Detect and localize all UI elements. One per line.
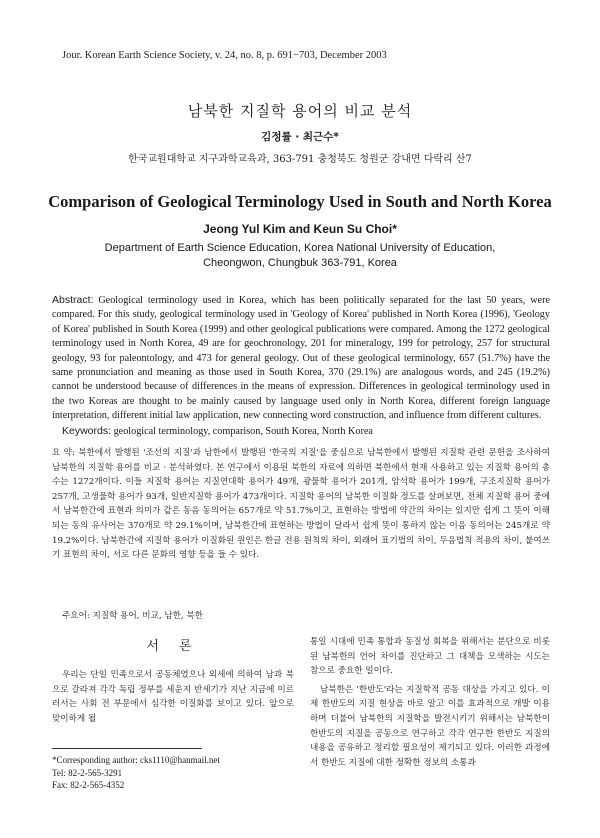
authors-english: Jeong Yul Kim and Keun Su Choi*	[203, 222, 397, 236]
footnote-divider	[52, 748, 202, 749]
title-english: Comparison of Geological Terminology Used in South and North Korea	[48, 192, 552, 211]
footnote	[52, 754, 294, 792]
keywords-korean	[62, 609, 550, 621]
abstract-text: Geological terminology used in Korea, which has been politically separated for the last 50 years, were compared. For this study, geological terminology used in 'Geology of Korea' published in North Korea (1996), 'Geology of Korea' published in South Korea (1999) and other geological publications were compared. Among the 1272 geological terminology used in North Korea, 49 are for geochronology, 201 for mineralogy, 199 for petrology, 257 for structural geology, 93 for paleontology, and 473 for general geology. Out of these geological terminology, 657 (51.7%) have the same pronunciation and meaning as those used in South Korea, 370 (29.1%) are analogous words, and 245 (19.2%) cannot be understood because of differences in the means of expression. Differences in geological terminology used in the two Koreas are thought to be mainly caused by language used only in North Korea, different foreign language interpretation, different initial law application, new connecting word construction, and influence from different cultures.	[52, 295, 550, 422]
affiliation-english	[0, 241, 600, 271]
summary-korean-text: 북한에서 발행된 '조선의 지질'과 남한에서 발행된 '한국의 지질'을 중심으로 남북한에서 발행된 지질학 관련 문헌을 조사하여 남북한의 지질학 용어를 비교 · 분석하였다. 본 연구에서 이용된 북한의 자료에 의하면 북한에서 현재 사용하고 있는 지질학 용어의 총 수는 1272개이다. 이들 지질학 용어는 지질연대학 용어가 49개, 광물학 용어가 201개, 암석학 용어가 199개, 구조지질학 용어가 257개, 고생물학 용어가 93개, 일반지질학 용어가 473개이다. 지질학 용어의 남북한 이질화 정도를 살펴보면, 전체 지질학 용어 중에서 남북한간에 표현과 의미가 같은 동음 동의어는 657개로 약 51.7%이고, 표현하는 방법에 약간의 차이는 있지만 쉽게 그 뜻이 이해되는 동의 유사어는 370개로 약 29.1%이며, 남북한간에 표현하는 방법이 달라서 쉽게 뜻이 통하지 않는 이음 동의어는 245개로 약 19.2%이다. 남북한간에 지질학 용어가 이질화된 원인은 한글 전용 원칙의 차이, 외래어 표기법의 차이, 두음법칙 적용의 차이, 붙여쓰기 표현의 차이, 서로 다른 문화의 영향 등을 들 수 있다.	[52, 448, 550, 561]
affiliation-english-line1: Department of Earth Science Education, Korea National University of Education,	[104, 242, 496, 254]
keywords-korean-label: 주요어:	[62, 611, 90, 621]
introduction-right-paragraph-1: 통일 시대에 민족 통합과 동질성 회복을 위해서는 분단으로 비롯된 남북한의 언어 차이를 진단하고 그 대책을 모색하는 시도는 참으로 중요한 일이다.	[310, 637, 550, 677]
affiliation-korean: 한국교원대학교 지구과학교육과, 363-791 충청북도 청원군 강내면 다락리 산7	[128, 154, 472, 165]
section-title-introduction: 서 론	[146, 639, 200, 654]
right-column	[310, 635, 550, 774]
keywords-korean-text: 지질학 용어, 비교, 남한, 북한	[89, 611, 203, 621]
left-column	[52, 625, 294, 726]
abstract	[52, 293, 550, 424]
affiliation-english-line2: Cheongwon, Chungbuk 363-791, Korea	[203, 257, 397, 269]
keywords-label: Keywords:	[62, 425, 112, 437]
abstract-label: Abstract:	[52, 294, 94, 306]
footnote-fax: Fax: 82-2-565-4352	[52, 780, 125, 790]
introduction-left-text: 우리는 단일 민족으로서 공동체였으나 외세에 의하여 남과 북으로 갈라져 각각 독립 정부를 세운지 반세기가 지난 지금에 이르러서는 사회 전 부문에서 심각한 이질화를 보이고 있다. 앞으로 맞이하게 될	[52, 670, 294, 724]
summary-korean	[52, 446, 550, 563]
summary-korean-label: 요 약:	[52, 448, 75, 458]
introduction-right-paragraph-2: 남북한은 '한반도'라는 지질학적 공동 대상을 가지고 있다. 이제 한반도의 지질 현상을 바로 알고 이를 효과적으로 개발 이용하며 더불어 남북한의 지질학을 발전시키기 위해서는 남북한이 한반도의 지질을 공동으로 연구하고 각각 연구한 한반도 지질의 내용을 공유하고 정리할 필요성이 제기되고 있다. 이러한 과정에서 한반도 지질에 대한 정확한 정보의 소통과	[310, 684, 550, 768]
keywords-text: geological terminology, comparison, South Korea, North Korea	[111, 426, 373, 437]
journal-header: Jour. Korean Earth Science Society, v. 24, no. 8, p. 691−703, December 2003	[62, 50, 387, 61]
authors-korean: 김정률 · 최근수*	[261, 131, 339, 143]
title-korean: 남북한 지질학 용어의 비교 분석	[187, 102, 413, 120]
footnote-tel: Tel: 82-2-565-3291	[52, 767, 123, 778]
keywords	[62, 425, 550, 437]
footnote-corresponding-author: *Corresponding author: cks1110@hanmail.net	[52, 755, 220, 765]
